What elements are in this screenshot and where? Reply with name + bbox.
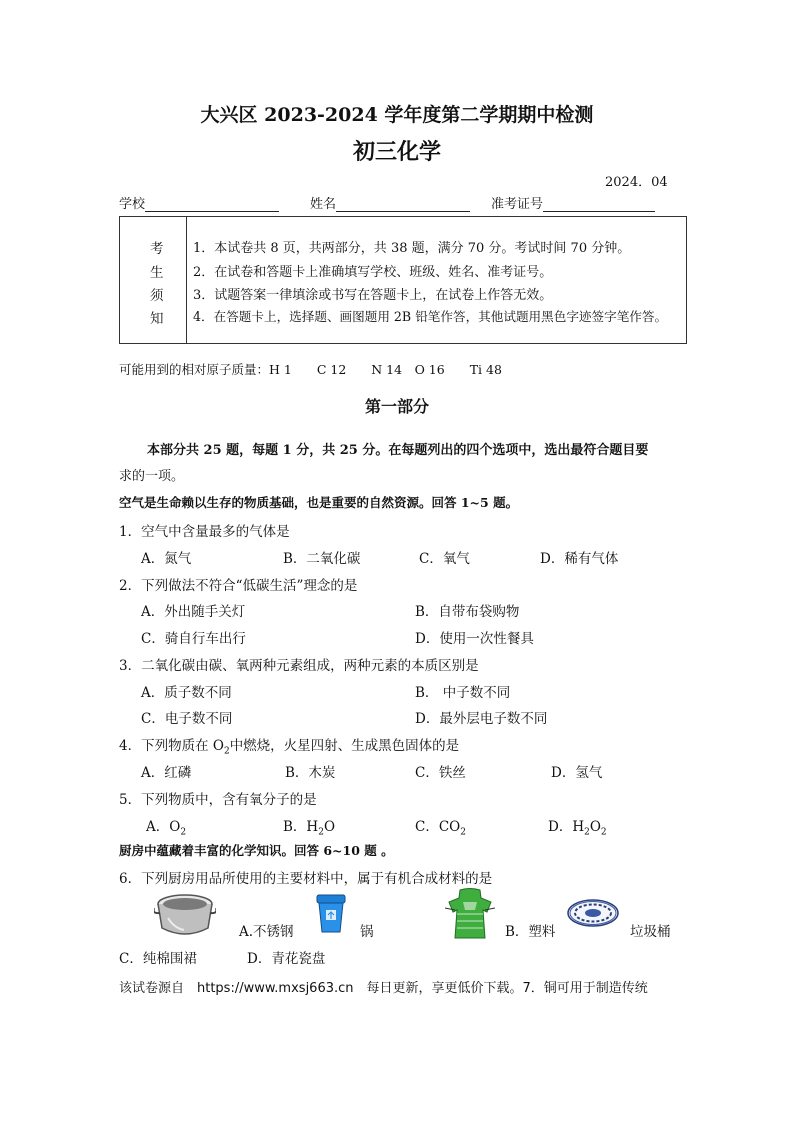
q3-option-b: B． 中子数不同 — [415, 685, 511, 701]
q5-option-a — [146, 815, 186, 838]
q3-option-d: D．最外层电子数不同 — [415, 711, 548, 727]
q1-option-c: C．氧气 — [419, 551, 470, 567]
q4-option-d: D．氢气 — [551, 765, 603, 781]
q5-a-text: A．O — [146, 819, 181, 835]
q1-stem: 1．空气中含量最多的气体是 — [119, 524, 290, 540]
name-field — [310, 193, 470, 212]
source-footer: 该试卷源自 https://www.mxsj663.cn 每日更新，享更低价下载。7．铜可用于制造传统 — [119, 981, 648, 996]
notice-line: 4．在答题卡上，选择题、画图题用 2B 铅笔作答，其他试题用黑色字迹签字笔作答。 — [193, 309, 668, 324]
notice-line: 1．本试卷共 8 页，共两部分，共 38 题，满分 70 分。考试时间 70 分钟。 — [193, 241, 631, 256]
q5-b-text: B．H — [283, 819, 319, 835]
exam-subtitle: 初三化学 — [352, 139, 441, 165]
exam-id-field — [491, 193, 655, 212]
q6-pot-word: 锅 — [360, 924, 374, 940]
trash-bin-image — [314, 892, 348, 934]
q2-option-d: D．使用一次性餐具 — [415, 631, 534, 647]
q2-option-a: A．外出随手关灯 — [141, 604, 246, 620]
q5-b-sub: 2 — [318, 827, 324, 838]
q2-option-b: B．自带布袋购物 — [415, 604, 520, 620]
q5-option-b — [283, 815, 335, 838]
q5-c-sub: 2 — [460, 827, 466, 838]
exam-id-blank — [543, 197, 655, 212]
notice-label-char: 生 — [150, 265, 164, 281]
q2-stem: 2．下列做法不符合“低碳生活”理念的是 — [119, 578, 358, 594]
q5-d-sub2: 2 — [600, 827, 607, 838]
name-blank — [336, 197, 470, 212]
q1-option-b: B．二氧化碳 — [283, 551, 361, 567]
school-field — [119, 193, 279, 212]
q6-option-b: B．塑料 — [505, 924, 556, 940]
q4-option-b: B．木炭 — [285, 765, 336, 781]
q3-option-a: A．质子数不同 — [141, 685, 232, 701]
notice-line: 3．试题答案一律填涂或书写在答题卡上，在试卷上作答无效。 — [193, 288, 553, 303]
q4-option-c: C．铁丝 — [415, 765, 466, 781]
q6-bin-word: 垃圾桶 — [630, 924, 671, 940]
q5-a-sub: 2 — [180, 827, 187, 838]
q1-option-d: D．稀有气体 — [540, 551, 619, 567]
q5-option-d — [548, 815, 607, 838]
name-label: 姓名 — [310, 197, 337, 212]
notice-label-char: 须 — [150, 288, 164, 304]
atomic-masses: 可能用到的相对原子质量：H 1 C 12 N 14 O 16 Ti 48 — [119, 362, 502, 377]
notice-label-char: 知 — [150, 311, 164, 327]
q3-option-c: C．电子数不同 — [141, 711, 233, 727]
q4-stem-sub: 2 — [223, 746, 230, 757]
school-blank — [145, 197, 279, 212]
stainless-pot-image — [154, 888, 216, 938]
notice-divider — [186, 216, 187, 344]
part-heading: 第一部分 — [364, 397, 429, 416]
q5-d-sub1: 2 — [584, 827, 590, 838]
apron-image — [445, 888, 495, 940]
q4-stem-post: 中燃烧，火星四射、生成黑色固体的是 — [229, 738, 460, 754]
q3-stem: 3．二氧化碳由碳、氧两种元素组成，两种元素的本质区别是 — [119, 658, 479, 674]
q5-b-post: O — [323, 819, 336, 835]
q5-c-text: C．CO — [415, 819, 461, 835]
porcelain-plate-image — [567, 898, 619, 928]
notice-label-char: 考 — [150, 241, 164, 257]
q5-d-mid: O — [589, 819, 601, 835]
exam-date: 2024．04 — [605, 175, 668, 190]
q6-option-c: C．纯棉围裙 — [119, 951, 197, 967]
part-intro: 本部分共 25 题，每题 1 分，共 25 分。在每题列出的四个选项中，选出最符合题目要 — [147, 443, 649, 458]
q5-option-c — [415, 815, 466, 838]
q6-option-a: A.不锈钢 — [239, 924, 294, 940]
q5-d-text: D．H — [548, 819, 585, 835]
exam-title: 大兴区 2023-2024 学年度第二学期期中检测 — [200, 104, 594, 126]
q4-stem — [119, 734, 459, 757]
part-intro-cont: 求的一项。 — [119, 469, 185, 484]
school-label: 学校 — [119, 197, 146, 212]
q5-stem: 5．下列物质中，含有氧分子的是 — [119, 792, 317, 808]
context-kitchen: 厨房中蕴藏着丰富的化学知识。回答 6~10 题 。 — [119, 843, 394, 858]
exam-id-label: 准考证号 — [491, 197, 544, 212]
q4-option-a: A．红磷 — [141, 765, 192, 781]
q2-option-c: C．骑自行车出行 — [141, 631, 246, 647]
q4-stem-pre: 4．下列物质在 O — [119, 738, 224, 754]
context-air: 空气是生命赖以生存的物质基础，也是重要的自然资源。回答 1~5 题。 — [119, 495, 519, 510]
q6-stem: 6．下列厨房用品所使用的主要材料中，属于有机合成材料的是 — [119, 871, 493, 887]
q1-option-a: A．氮气 — [141, 551, 192, 567]
q6-option-d: D．青花瓷盘 — [247, 951, 326, 967]
notice-line: 2．在试卷和答题卡上准确填写学校、班级、姓名、准考证号。 — [193, 265, 553, 280]
